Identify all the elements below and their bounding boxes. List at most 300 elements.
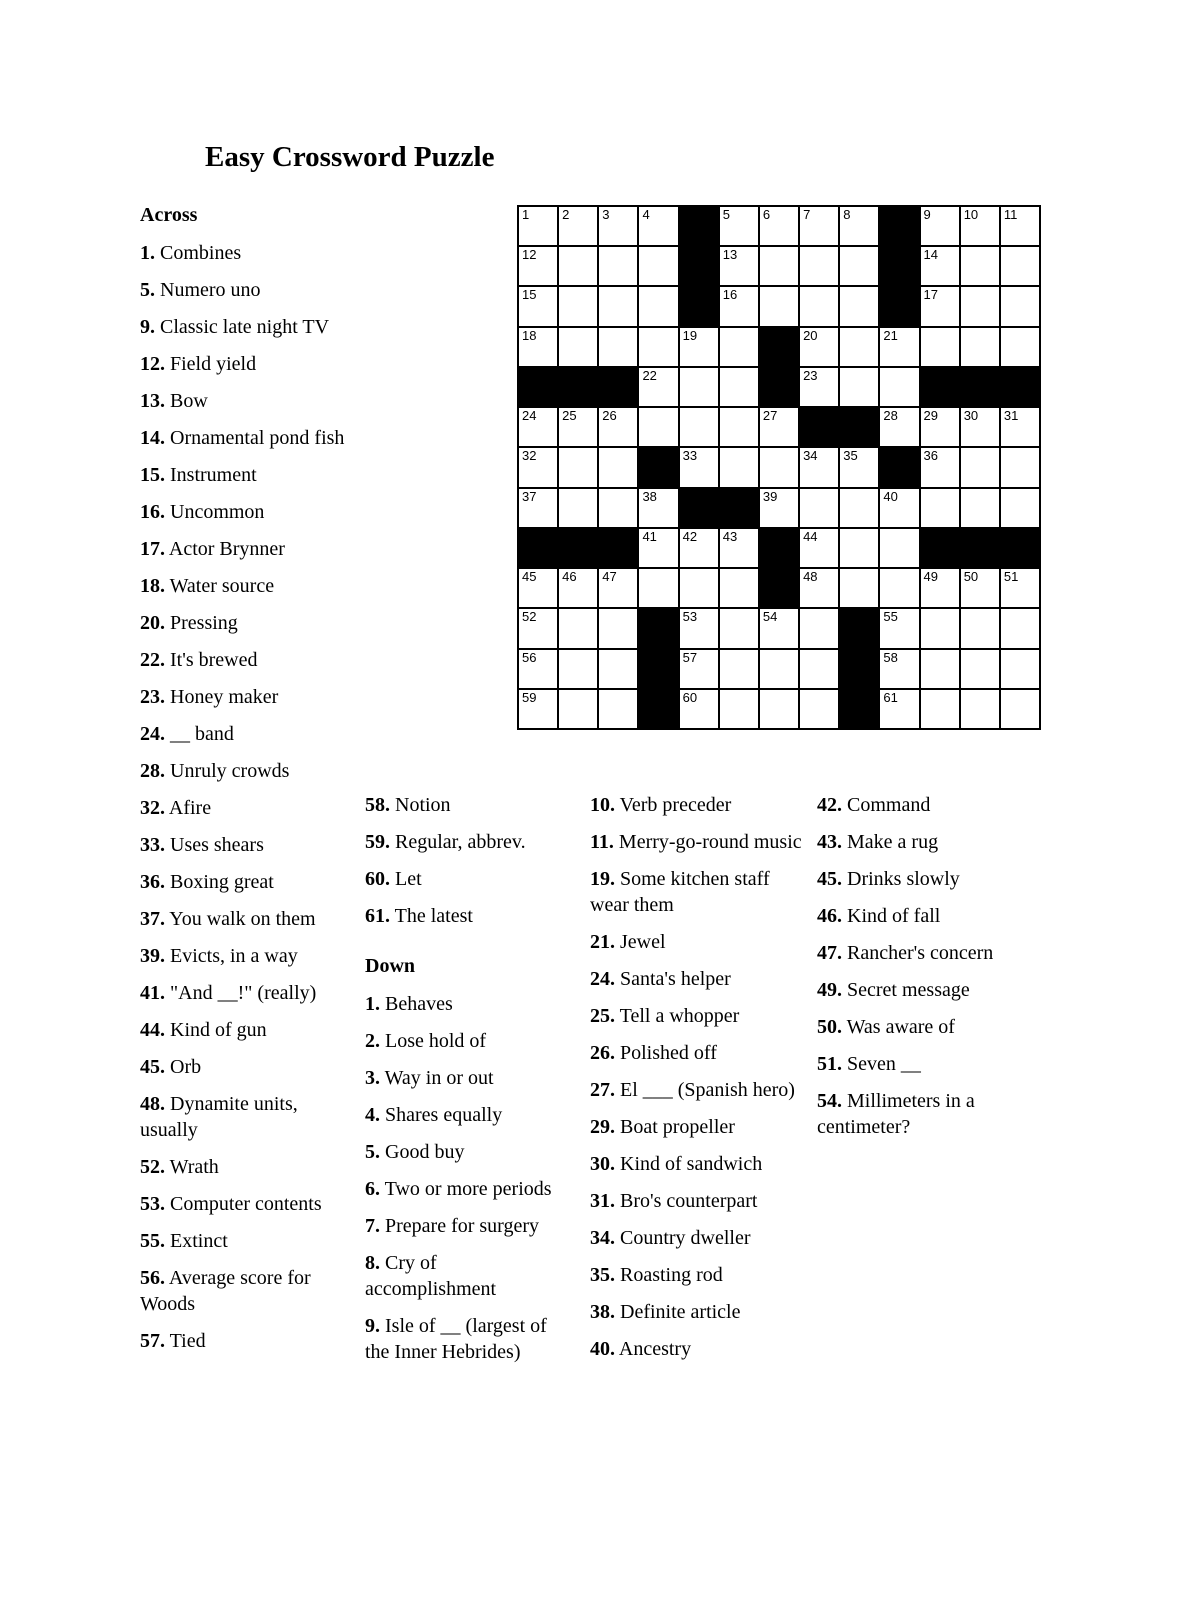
grid-cell-r13c13[interactable]	[1001, 690, 1039, 728]
clue-number: 58.	[365, 794, 390, 816]
grid-cell-r2c8[interactable]	[800, 247, 838, 285]
clue-across-18	[140, 573, 346, 599]
grid-cell-r11c7[interactable]	[760, 609, 798, 647]
grid-cell-r3c6[interactable]	[720, 287, 758, 325]
clue-number: 36.	[140, 871, 165, 893]
clue-text: Polished off	[615, 1042, 717, 1064]
clue-text: Classic late night TV	[155, 316, 330, 338]
grid-cell-r7c11[interactable]	[921, 448, 959, 486]
cell-number: 11	[1003, 207, 1018, 222]
clue-down-49	[817, 977, 1045, 1003]
grid-cell-r12c7[interactable]	[760, 650, 798, 688]
clue-number: 9.	[365, 1315, 380, 1337]
grid-cell-r7c5[interactable]	[680, 448, 718, 486]
clue-across-15	[140, 462, 346, 488]
clue-across-24	[140, 721, 346, 747]
grid-cell-r8c11[interactable]	[921, 489, 959, 527]
grid-cell-r2c7[interactable]	[760, 247, 798, 285]
clue-text: Country dweller	[615, 1227, 751, 1249]
grid-cell-r5c4[interactable]	[639, 368, 677, 406]
grid-cell-r2c2[interactable]	[559, 247, 597, 285]
clue-text: Cry of accomplishment	[365, 1252, 497, 1300]
grid-cell-r1c2[interactable]	[559, 207, 597, 245]
grid-cell-r7c12[interactable]	[961, 448, 999, 486]
grid-black-cell-r12c9	[840, 650, 878, 688]
clue-number: 47.	[817, 942, 842, 964]
grid-cell-r8c3[interactable]	[599, 489, 637, 527]
grid-cell-r10c4[interactable]	[639, 569, 677, 607]
clue-number: 49.	[817, 979, 842, 1001]
grid-cell-r3c2[interactable]	[559, 287, 597, 325]
clue-across-59	[365, 829, 565, 855]
clue-down-50	[817, 1014, 1045, 1040]
grid-cell-r6c2[interactable]	[559, 408, 597, 446]
grid-cell-r12c12[interactable]	[961, 650, 999, 688]
grid-cell-r6c6[interactable]	[720, 408, 758, 446]
grid-cell-r4c13[interactable]	[1001, 328, 1039, 366]
clue-down-34	[590, 1225, 804, 1251]
grid-cell-r4c11[interactable]	[921, 328, 959, 366]
clue-number: 39.	[140, 945, 165, 967]
grid-cell-r11c10[interactable]	[880, 609, 918, 647]
grid-black-cell-r1c5	[680, 207, 718, 245]
grid-cell-r10c12[interactable]	[961, 569, 999, 607]
clue-number: 10.	[590, 794, 615, 816]
grid-cell-r13c6[interactable]	[720, 690, 758, 728]
grid-cell-r13c10[interactable]	[880, 690, 918, 728]
grid-cell-r2c11[interactable]	[921, 247, 959, 285]
grid-cell-r6c11[interactable]	[921, 408, 959, 446]
grid-cell-r4c4[interactable]	[639, 328, 677, 366]
clue-down-43	[817, 829, 1045, 855]
grid-cell-r10c5[interactable]	[680, 569, 718, 607]
cell-number: 8	[843, 207, 851, 222]
cell-number: 55	[883, 609, 898, 625]
grid-cell-r7c2[interactable]	[559, 448, 597, 486]
clue-text: Let	[390, 868, 422, 890]
clue-across-1	[140, 240, 346, 266]
grid-cell-r4c5[interactable]	[680, 328, 718, 366]
grid-cell-r1c13[interactable]	[1001, 207, 1039, 245]
grid-cell-r11c2[interactable]	[559, 609, 597, 647]
clue-down-35	[590, 1262, 804, 1288]
cell-number: 10	[963, 207, 979, 222]
clue-number: 41.	[140, 982, 165, 1004]
clue-down-7	[365, 1213, 565, 1239]
clue-down-38	[590, 1299, 804, 1325]
cell-number: 37	[522, 488, 537, 504]
down-clues-column-3	[590, 792, 804, 1373]
clue-number: 24.	[590, 968, 615, 990]
grid-cell-r8c10[interactable]	[880, 489, 918, 527]
clue-across-28	[140, 758, 346, 784]
grid-cell-r1c6[interactable]	[720, 207, 758, 245]
grid-cell-r8c4[interactable]	[639, 489, 677, 527]
grid-cell-r12c1[interactable]	[519, 650, 557, 688]
cell-number: 4	[642, 207, 650, 222]
clue-text: Notion	[390, 794, 451, 816]
clue-number: 44.	[140, 1019, 165, 1041]
grid-cell-r8c7[interactable]	[760, 489, 798, 527]
grid-cell-r10c1[interactable]	[519, 569, 557, 607]
grid-black-cell-r9c7	[760, 529, 798, 567]
grid-cell-r3c11[interactable]	[921, 287, 959, 325]
clue-across-13	[140, 388, 346, 414]
cell-number: 38	[642, 488, 657, 504]
grid-cell-r3c7[interactable]	[760, 287, 798, 325]
clue-number: 29.	[590, 1116, 615, 1138]
grid-cell-r11c3[interactable]	[599, 609, 637, 647]
clue-number: 20.	[140, 612, 165, 634]
grid-cell-r10c8[interactable]	[800, 569, 838, 607]
grid-cell-r6c7[interactable]	[760, 408, 798, 446]
cell-number: 56	[522, 649, 537, 665]
grid-cell-r11c6[interactable]	[720, 609, 758, 647]
grid-cell-r13c8[interactable]	[800, 690, 838, 728]
cell-number: 60	[682, 689, 698, 705]
grid-cell-r13c5[interactable]	[680, 690, 718, 728]
clue-down-31	[590, 1188, 804, 1214]
grid-cell-r13c12[interactable]	[961, 690, 999, 728]
grid-cell-r1c7[interactable]	[760, 207, 798, 245]
down-heading: Down	[365, 955, 416, 977]
grid-cell-r1c3[interactable]	[599, 207, 637, 245]
clue-down-30	[590, 1151, 804, 1177]
clue-down-4	[365, 1102, 565, 1128]
cell-number: 2	[562, 207, 570, 222]
clue-number: 60.	[365, 868, 390, 890]
clue-text: Kind of fall	[842, 905, 941, 927]
clue-across-41	[140, 980, 346, 1006]
grid-cell-r8c12[interactable]	[961, 489, 999, 527]
cell-number: 48	[803, 569, 818, 585]
clue-number: 32.	[140, 797, 165, 819]
cell-number: 13	[722, 247, 738, 263]
cell-number: 36	[923, 448, 938, 464]
grid-cell-r1c9[interactable]	[840, 207, 878, 245]
grid-cell-r7c6[interactable]	[720, 448, 758, 486]
cell-number: 32	[522, 448, 537, 464]
grid-cell-r2c13[interactable]	[1001, 247, 1039, 285]
clue-number: 8.	[365, 1252, 380, 1274]
clue-down-21	[590, 929, 804, 955]
grid-black-cell-r9c3	[599, 529, 637, 567]
grid-cell-r12c2[interactable]	[559, 650, 597, 688]
clue-down-24	[590, 966, 804, 992]
grid-cell-r7c3[interactable]	[599, 448, 637, 486]
cell-number: 28	[883, 408, 898, 424]
clue-down-45	[817, 866, 1045, 892]
grid-cell-r12c8[interactable]	[800, 650, 838, 688]
grid-cell-r9c6[interactable]	[720, 529, 758, 567]
clue-text: Way in or out	[380, 1067, 494, 1089]
clue-text: Drinks slowly	[842, 868, 960, 890]
cell-number: 20	[803, 327, 818, 343]
grid-cell-r2c4[interactable]	[639, 247, 677, 285]
cell-number: 15	[522, 287, 537, 303]
grid-cell-r10c2[interactable]	[559, 569, 597, 607]
grid-cell-r11c11[interactable]	[921, 609, 959, 647]
cell-number: 22	[642, 367, 657, 383]
grid-cell-r6c13[interactable]	[1001, 408, 1039, 446]
cell-number: 47	[602, 569, 617, 585]
clue-number: 28.	[140, 760, 165, 782]
grid-cell-r5c6[interactable]	[720, 368, 758, 406]
grid-cell-r4c2[interactable]	[559, 328, 597, 366]
grid-cell-r1c4[interactable]	[639, 207, 677, 245]
grid-cell-r11c5[interactable]	[680, 609, 718, 647]
clue-text: Uncommon	[165, 501, 265, 523]
clue-number: 54.	[817, 1090, 842, 1112]
grid-cell-r8c13[interactable]	[1001, 489, 1039, 527]
clue-number: 21.	[590, 931, 615, 953]
clue-across-44	[140, 1017, 346, 1043]
cell-number: 46	[562, 569, 577, 585]
clue-number: 1.	[365, 993, 380, 1015]
grid-cell-r5c10[interactable]	[880, 368, 918, 406]
clue-text: Command	[842, 794, 931, 816]
grid-cell-r9c5[interactable]	[680, 529, 718, 567]
cell-number: 19	[682, 327, 698, 343]
grid-cell-r7c7[interactable]	[760, 448, 798, 486]
grid-cell-r5c9[interactable]	[840, 368, 878, 406]
clue-down-46	[817, 903, 1045, 929]
grid-cell-r2c6[interactable]	[720, 247, 758, 285]
clue-text: Jewel	[615, 931, 666, 953]
grid-black-cell-r11c9	[840, 609, 878, 647]
clue-down-26	[590, 1040, 804, 1066]
clue-text: Field yield	[165, 353, 257, 375]
grid-black-cell-r10c7	[760, 569, 798, 607]
clues-column-2	[365, 792, 565, 1376]
cell-number: 29	[923, 408, 938, 424]
cell-number: 17	[923, 287, 938, 303]
clue-text: Bro's counterpart	[615, 1190, 758, 1212]
cell-number: 58	[883, 649, 898, 665]
clue-down-9	[365, 1313, 565, 1365]
clue-text: __ band	[165, 723, 234, 745]
grid-black-cell-r9c1	[519, 529, 557, 567]
grid-cell-r3c4[interactable]	[639, 287, 677, 325]
grid-cell-r4c9[interactable]	[840, 328, 878, 366]
clue-across-20	[140, 610, 346, 636]
clue-text: Rancher's concern	[842, 942, 994, 964]
clue-number: 38.	[590, 1301, 615, 1323]
clue-across-58	[365, 792, 565, 818]
grid-cell-r4c1[interactable]	[519, 328, 557, 366]
clue-number: 43.	[817, 831, 842, 853]
cell-number: 1	[522, 207, 530, 222]
grid-cell-r10c13[interactable]	[1001, 569, 1039, 607]
grid-cell-r3c9[interactable]	[840, 287, 878, 325]
grid-black-cell-r7c4	[639, 448, 677, 486]
cell-number: 43	[722, 528, 738, 544]
grid-cell-r7c9[interactable]	[840, 448, 878, 486]
grid-cell-r3c3[interactable]	[599, 287, 637, 325]
clue-number: 7.	[365, 1215, 380, 1237]
clue-number: 18.	[140, 575, 165, 597]
grid-cell-r8c9[interactable]	[840, 489, 878, 527]
across-clue-list-part-1	[140, 240, 346, 1354]
grid-cell-r5c8[interactable]	[800, 368, 838, 406]
cell-number: 30	[963, 408, 979, 424]
clue-text: Santa's helper	[615, 968, 731, 990]
clue-number: 50.	[817, 1016, 842, 1038]
clue-across-56	[140, 1265, 346, 1317]
grid-cell-r12c11[interactable]	[921, 650, 959, 688]
clue-across-32	[140, 795, 346, 821]
grid-black-cell-r13c4	[639, 690, 677, 728]
clue-number: 45.	[140, 1056, 165, 1078]
clue-down-2	[365, 1028, 565, 1054]
cell-number: 35	[843, 448, 858, 464]
grid-black-cell-r12c4	[639, 650, 677, 688]
grid-cell-r1c8[interactable]	[800, 207, 838, 245]
grid-cell-r7c8[interactable]	[800, 448, 838, 486]
grid-cell-r9c8[interactable]	[800, 529, 838, 567]
clue-text: Regular, abbrev.	[390, 831, 526, 853]
grid-cell-r3c1[interactable]	[519, 287, 557, 325]
cell-number: 50	[963, 569, 979, 585]
clue-number: 14.	[140, 427, 165, 449]
clue-text: Uses shears	[165, 834, 264, 856]
grid-cell-r11c8[interactable]	[800, 609, 838, 647]
cell-number: 14	[923, 247, 938, 263]
clue-number: 5.	[140, 279, 155, 301]
grid-cell-r6c5[interactable]	[680, 408, 718, 446]
grid-cell-r5c5[interactable]	[680, 368, 718, 406]
clue-text: Unruly crowds	[165, 760, 290, 782]
grid-cell-r9c10[interactable]	[880, 529, 918, 567]
grid-cell-r10c6[interactable]	[720, 569, 758, 607]
grid-cell-r4c3[interactable]	[599, 328, 637, 366]
grid-cell-r11c1[interactable]	[519, 609, 557, 647]
grid-cell-r8c1[interactable]	[519, 489, 557, 527]
clue-down-54	[817, 1088, 1045, 1140]
grid-cell-r6c3[interactable]	[599, 408, 637, 446]
clue-text: Bow	[165, 390, 208, 412]
grid-cell-r8c8[interactable]	[800, 489, 838, 527]
grid-cell-r11c12[interactable]	[961, 609, 999, 647]
across-clues-column-1	[140, 202, 346, 1365]
grid-cell-r6c1[interactable]	[519, 408, 557, 446]
grid-cell-r6c10[interactable]	[880, 408, 918, 446]
clue-number: 9.	[140, 316, 155, 338]
clue-number: 42.	[817, 794, 842, 816]
grid-black-cell-r5c1	[519, 368, 557, 406]
grid-cell-r2c9[interactable]	[840, 247, 878, 285]
clue-number: 3.	[365, 1067, 380, 1089]
cell-number: 34	[803, 448, 818, 464]
cell-number: 45	[522, 569, 537, 585]
cell-number: 7	[803, 207, 811, 222]
grid-cell-r13c1[interactable]	[519, 690, 557, 728]
grid-cell-r2c1[interactable]	[519, 247, 557, 285]
grid-cell-r2c12[interactable]	[961, 247, 999, 285]
grid-cell-r4c6[interactable]	[720, 328, 758, 366]
clue-across-23	[140, 684, 346, 710]
grid-cell-r10c10[interactable]	[880, 569, 918, 607]
cell-number: 6	[762, 207, 771, 222]
grid-cell-r12c5[interactable]	[680, 650, 718, 688]
cell-number: 26	[602, 408, 617, 424]
cell-number: 59	[522, 689, 537, 705]
grid-cell-r3c8[interactable]	[800, 287, 838, 325]
grid-cell-r13c7[interactable]	[760, 690, 798, 728]
grid-cell-r1c12[interactable]	[961, 207, 999, 245]
grid-cell-r13c2[interactable]	[559, 690, 597, 728]
grid-cell-r3c13[interactable]	[1001, 287, 1039, 325]
grid-cell-r13c11[interactable]	[921, 690, 959, 728]
grid-cell-r9c9[interactable]	[840, 529, 878, 567]
clue-number: 12.	[140, 353, 165, 375]
grid-cell-r10c9[interactable]	[840, 569, 878, 607]
grid-cell-r7c1[interactable]	[519, 448, 557, 486]
clue-text: Millimeters in a centimeter?	[817, 1090, 975, 1138]
grid-cell-r1c11[interactable]	[921, 207, 959, 245]
clue-number: 31.	[590, 1190, 615, 1212]
clue-text: Kind of gun	[165, 1019, 267, 1041]
clue-number: 55.	[140, 1230, 165, 1252]
grid-black-cell-r2c5	[680, 247, 718, 285]
grid-cell-r12c13[interactable]	[1001, 650, 1039, 688]
clue-number: 30.	[590, 1153, 615, 1175]
cell-number: 54	[762, 609, 778, 625]
grid-cell-r3c12[interactable]	[961, 287, 999, 325]
clue-number: 37.	[140, 908, 165, 930]
grid-cell-r12c10[interactable]	[880, 650, 918, 688]
clue-number: 35.	[590, 1264, 615, 1286]
grid-black-cell-r5c2	[559, 368, 597, 406]
grid-cell-r12c6[interactable]	[720, 650, 758, 688]
clue-down-29	[590, 1114, 804, 1140]
grid-cell-r8c2[interactable]	[559, 489, 597, 527]
clue-number: 48.	[140, 1093, 165, 1115]
grid-cell-r11c13[interactable]	[1001, 609, 1039, 647]
clue-text: Good buy	[380, 1141, 465, 1163]
down-clues-column-4	[817, 792, 1045, 1151]
clue-across-52	[140, 1154, 346, 1180]
grid-cell-r9c4[interactable]	[639, 529, 677, 567]
grid-cell-r10c3[interactable]	[599, 569, 637, 607]
grid-cell-r4c8[interactable]	[800, 328, 838, 366]
clue-text: Lose hold of	[380, 1030, 487, 1052]
grid-black-cell-r5c3	[599, 368, 637, 406]
crossword-grid	[517, 205, 1041, 730]
clue-text: Make a rug	[842, 831, 939, 853]
grid-cell-r6c12[interactable]	[961, 408, 999, 446]
grid-cell-r13c3[interactable]	[599, 690, 637, 728]
grid-cell-r1c1[interactable]	[519, 207, 557, 245]
grid-cell-r12c3[interactable]	[599, 650, 637, 688]
grid-cell-r10c11[interactable]	[921, 569, 959, 607]
clue-number: 61.	[365, 905, 390, 927]
clue-across-5	[140, 277, 346, 303]
grid-cell-r6c4[interactable]	[639, 408, 677, 446]
clue-down-6	[365, 1176, 565, 1202]
clue-text: Isle of __ (largest of the Inner Hebrides)	[365, 1315, 547, 1363]
clue-across-12	[140, 351, 346, 377]
grid-black-cell-r8c5	[680, 489, 718, 527]
grid-cell-r4c10[interactable]	[880, 328, 918, 366]
clue-number: 40.	[590, 1338, 615, 1360]
clue-text: Boxing great	[165, 871, 274, 893]
grid-cell-r2c3[interactable]	[599, 247, 637, 285]
grid-cell-r4c12[interactable]	[961, 328, 999, 366]
clue-across-37	[140, 906, 346, 932]
grid-cell-r7c13[interactable]	[1001, 448, 1039, 486]
grid-black-cell-r1c10	[880, 207, 918, 245]
